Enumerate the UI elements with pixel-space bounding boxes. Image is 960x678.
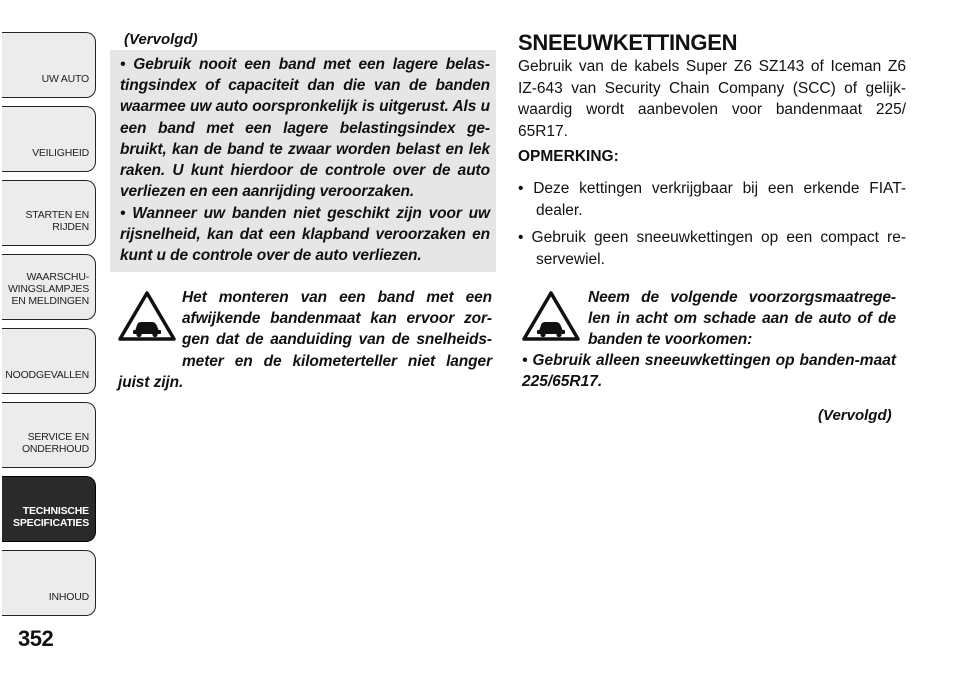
tab-noodgevallen[interactable]: NOODGEVALLEN [2, 328, 96, 394]
warning-triangle-car-icon [522, 291, 580, 341]
snow-chain-warning [522, 287, 896, 351]
tab-uw-auto[interactable]: UW AUTO [2, 32, 96, 98]
tab-inhoud[interactable]: INHOUD [2, 550, 96, 616]
section-title: SNEEUWKETTINGEN [518, 30, 738, 55]
tire-size-warning-text: Het monteren van een band met een afwijkende bandenmaat kan ervoor zor-gen dat de aanduiding van de snelheids-meter en de kilometerteller niet langer juist zijn. [118, 289, 492, 391]
warning-triangle-car-icon [118, 291, 176, 341]
snow-chain-warning-text: Neem de volgende voorzorgsmaatrege-len in acht om schade aan de auto of de banden te voorkomen: [588, 289, 896, 349]
shaded-warning-box [110, 50, 496, 272]
tab-service-en-onderhoud[interactable]: SERVICE EN ONDERHOUD [2, 402, 96, 468]
note-heading: OPMERKING: [518, 148, 619, 165]
continued-label-top: (Vervolgd) [124, 31, 198, 48]
tab-starten-en-rijden[interactable]: STARTEN EN RIJDEN [2, 180, 96, 246]
warning-bullet-speed-rating: • Wanneer uw banden niet geschikt zijn voor uw rijsnelheid, kan dat een klapband veroorzaken en kunt u de controle over de auto verliezen. [120, 205, 490, 265]
note-bullet-compact-spare: • Gebruik geen sneeuwkettingen op een compact re-servewiel. [518, 229, 906, 268]
note-bullet-dealer: • Deze kettingen verkrijgbaar bij een erkende FIAT-dealer. [518, 180, 906, 219]
tab-technische-specificaties[interactable]: TECHNISCHE SPECIFICATIES [2, 476, 96, 542]
warning-bullet-load-index: • Gebruik nooit een band met een lagere belas-tingsindex of capaciteit dan die van de banden waarmee uw auto oorspronkelijk is uitgerust. Als u een band met een lagere belastingsindex ge-bruikt, kan de band te zwaar worden belast en lek raken. U kunt hierdoor de controle over de auto verliezen en een aanrijding veroorzaken. [120, 56, 490, 201]
tab-veiligheid[interactable]: VEILIGHEID [2, 106, 96, 172]
page-number: 352 [18, 626, 54, 651]
tire-size-warning [118, 287, 492, 393]
snow-chain-intro: Gebruik van de kabels Super Z6 SZ143 of Iceman Z6 IZ-643 van Security Chain Company (SCC) of gelijk-waardig wordt aanbevolen voor bandenmaat 225/ 65R17. [518, 58, 906, 140]
continued-label-bottom: (Vervolgd) [818, 407, 892, 424]
tab-waarschuwingslampjes[interactable]: WAARSCHU- WINGSLAMPJES EN MELDINGEN [2, 254, 96, 320]
snow-chain-warning-bullet: • Gebruik alleen sneeuwkettingen op banden-maat 225/65R17. [522, 352, 896, 391]
